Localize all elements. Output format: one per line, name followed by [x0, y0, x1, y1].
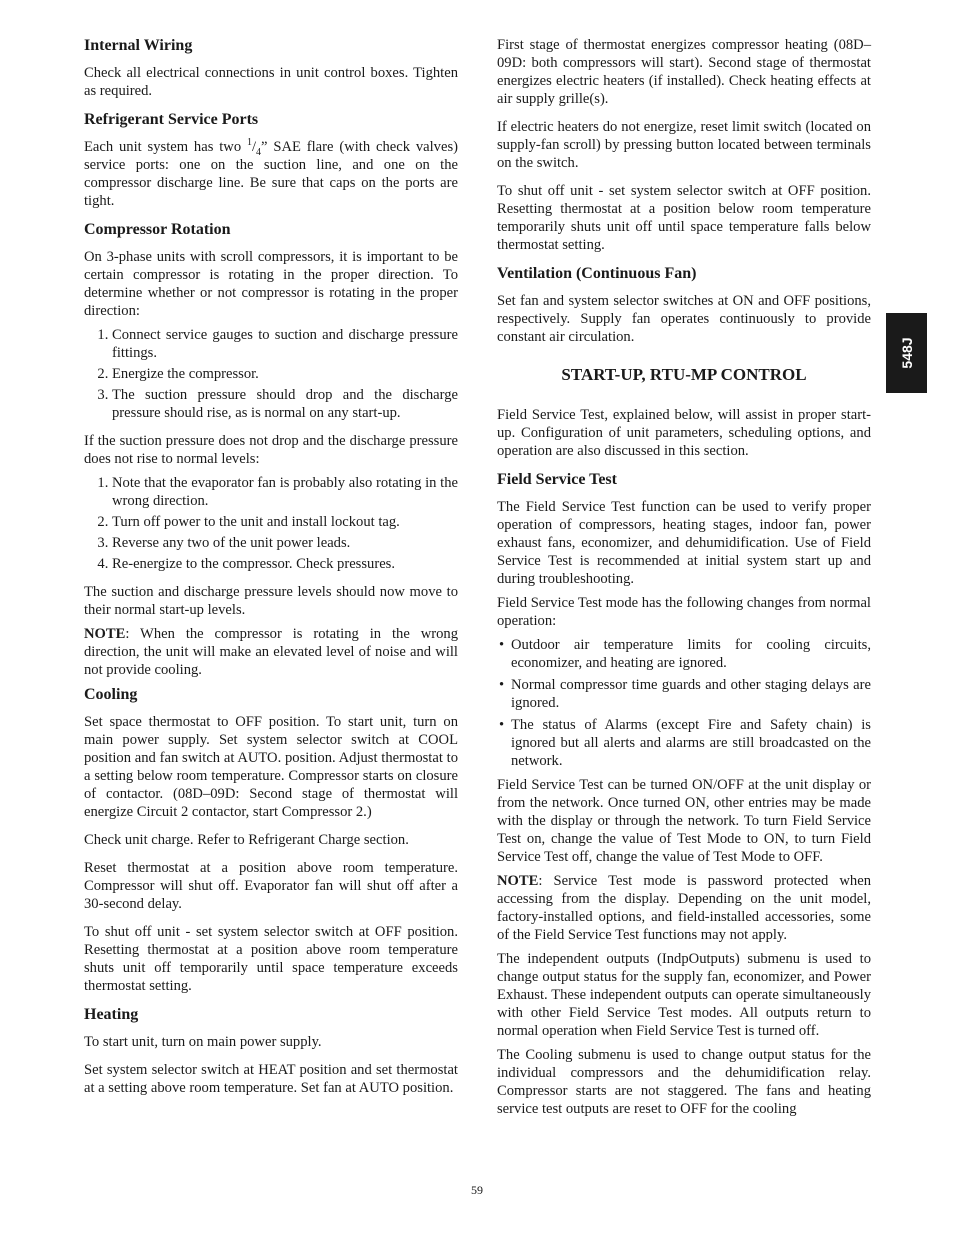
- list-item: • Outdoor air temperature limits for cooling circuits, economizer, and heating are ignored.: [497, 636, 871, 672]
- cooling-text-3: Reset thermostat at a position above room temperature. Compressor will shut off. Evaporator fan will shut off after a 30-second delay.: [84, 860, 458, 912]
- internal-wiring-text: Check all electrical connections in unit control boxes. Tighten as required.: [84, 65, 458, 99]
- field-service-test-text-1: The Field Service Test function can be used to verify proper operation of compressors, heating stages, indoor fan, power exhaust fans, economizer, and dehumidification. Use of Field Service Test is recommended at initial system start up and during troubleshooting.: [497, 499, 871, 587]
- compressor-rotation-intro: On 3-phase units with scroll compressors, it is important to be certain compressor is rotating in the proper direction. To determine whether or not compressor is rotating in the proper direction:: [84, 249, 458, 319]
- refrigerant-ports-text-pre: Each unit system has two: [84, 139, 247, 155]
- compressor-rotation-result: The suction and discharge pressure levels should now move to their normal start-up levels.: [84, 584, 458, 618]
- list-item: • Normal compressor time guards and other staging delays are ignored.: [497, 676, 871, 712]
- ventilation-heading: Ventilation (Continuous Fan): [497, 265, 697, 282]
- list-item: 2. Energize the compressor.: [112, 365, 458, 383]
- heating-cont-text-3: To shut off unit - set system selector switch at OFF position. Resetting thermostat at a position below room temperature temporarily shuts unit off until space temperature falls below thermostat setting.: [497, 183, 871, 253]
- model-side-tab: [886, 313, 927, 393]
- ventilation-text: Set fan and system selector switches at ON and OFF positions, respectively. Supply fan operates continuously to provide constant air circulation.: [497, 293, 871, 345]
- right-column: [497, 36, 871, 1124]
- refrigerant-ports-heading: Refrigerant Service Ports: [84, 111, 259, 128]
- field-service-test-text-3: Field Service Test can be turned ON/OFF at the unit display or from the network. Once turned ON, other entries may be made with the display or through the network. To turn Field Service Test on, change the value of Test Mode to ON, to turn Field Service Test off, change the value of Test Mode to OFF.: [497, 777, 871, 865]
- heating-text-1: To start unit, turn on main power supply.: [84, 1034, 322, 1050]
- compressor-rotation-condition: If the suction pressure does not drop and the discharge pressure does not rise to normal levels:: [84, 433, 458, 467]
- note-text: : Service Test mode is password protected when accessing from the display. Depending on the unit model, factory-installed options, and field-installed accessories, some of the Field Service Test functions may not apply.: [497, 873, 871, 943]
- fraction-numerator: 1: [246, 137, 252, 149]
- refrigerant-ports-text-post: ” SAE flare (with check valves) service ports: one on the suction line, and one on the compressor discharge line. Be sure that caps on the ports are tight.: [84, 139, 458, 209]
- heating-heading: Heating: [84, 1006, 139, 1023]
- compressor-rotation-note: [84, 625, 458, 679]
- list-item: 1. Connect service gauges to suction and discharge pressure fittings.: [112, 326, 458, 362]
- section-title: START-UP, RTU-MP CONTROL: [561, 365, 807, 384]
- note-label: NOTE: [497, 873, 539, 889]
- list-item: 3. The suction pressure should drop and the discharge pressure should rise, as is normal on any start-up.: [112, 386, 458, 422]
- field-service-test-heading: Field Service Test: [497, 471, 617, 488]
- model-side-tab-label: 548J: [898, 337, 915, 369]
- list-item: 1. Note that the evaporator fan is probably also rotating in the wrong direction.: [112, 474, 458, 510]
- field-service-test-text-5: The Cooling submenu is used to change output status for the individual compressors and the dehumidification relay. Compressor starts are not staggered. The fans and heating service test outputs are reset to OFF for the cooling: [497, 1047, 871, 1117]
- rotation-fix-steps: [84, 474, 458, 573]
- page-number: 59: [471, 1183, 483, 1197]
- field-service-test-text-4: The independent outputs (IndpOutputs) submenu is used to change output status for the supply fan, economizer, and Power Exhaust. These independent outputs can operate simultaneously with other Field Service Test modes. All outputs return to normal operation when Field Service Test is turned off.: [497, 951, 871, 1039]
- cooling-text-4: To shut off unit - set system selector switch at OFF position. Resetting thermostat at a position above room temperature shuts unit off temporarily until space temperature exceeds thermostat setting.: [84, 924, 458, 994]
- left-column: [84, 36, 458, 1107]
- list-item: 2. Turn off power to the unit and install lockout tag.: [112, 513, 458, 531]
- fraction-denominator: 4: [256, 146, 262, 158]
- cooling-heading: Cooling: [84, 686, 138, 703]
- note-text: : When the compressor is rotating in the wrong direction, the unit will make an elevated level of noise and will not provide cooling.: [84, 626, 458, 678]
- list-item: 4. Re-energize to the compressor. Check pressures.: [112, 555, 458, 573]
- compressor-rotation-heading: Compressor Rotation: [84, 221, 231, 238]
- cooling-text-2: Check unit charge. Refer to Refrigerant Charge section.: [84, 832, 409, 848]
- field-service-test-bullets: [497, 636, 871, 770]
- heating-cont-text-2: If electric heaters do not energize, reset limit switch (located on supply-fan scroll) by pressing button located between terminals on the switch.: [497, 119, 871, 171]
- heating-text-2: Set system selector switch at HEAT position and set thermostat at a setting above room temperature. Set fan at AUTO position.: [84, 1062, 458, 1096]
- field-service-test-text-2: Field Service Test mode has the following changes from normal operation:: [497, 595, 871, 629]
- internal-wiring-heading: Internal Wiring: [84, 37, 193, 54]
- list-item: 3. Reverse any two of the unit power leads.: [112, 534, 458, 552]
- heating-cont-text-1: First stage of thermostat energizes compressor heating (08D–09D: both compressors will start). Second stage of thermostat energizes electric heaters (if installed). Check heating effects at air supply grille(s).: [497, 37, 871, 107]
- rotation-check-steps: [84, 326, 458, 422]
- field-service-test-note: [497, 872, 871, 944]
- cooling-text-1: Set space thermostat to OFF position. To start unit, turn on main power supply. Set system selector switch at COOL position and fan switch at AUTO. position. Adjust thermostat to a setting below room temperature. Compressor starts on closure of contactor. (08D–09D: Second stage of thermostat will energize Circuit 2 contactor, start Compressor 2.): [84, 714, 458, 820]
- note-label: NOTE: [84, 626, 126, 642]
- section-intro: Field Service Test, explained below, will assist in proper start-up. Configuration of unit parameters, scheduling options, and operation are also discussed in this section.: [497, 407, 871, 459]
- list-item: • The status of Alarms (except Fire and Safety chain) is ignored but all alerts and alarms are still broadcasted on the network.: [497, 716, 871, 770]
- refrigerant-ports-text: Each unit system has two $^1/_4$” SAE flare (with check valves) service ports: one on the suction line, and one on the compressor discharge line. Be sure that caps on the ports are tight.: [84, 137, 458, 209]
